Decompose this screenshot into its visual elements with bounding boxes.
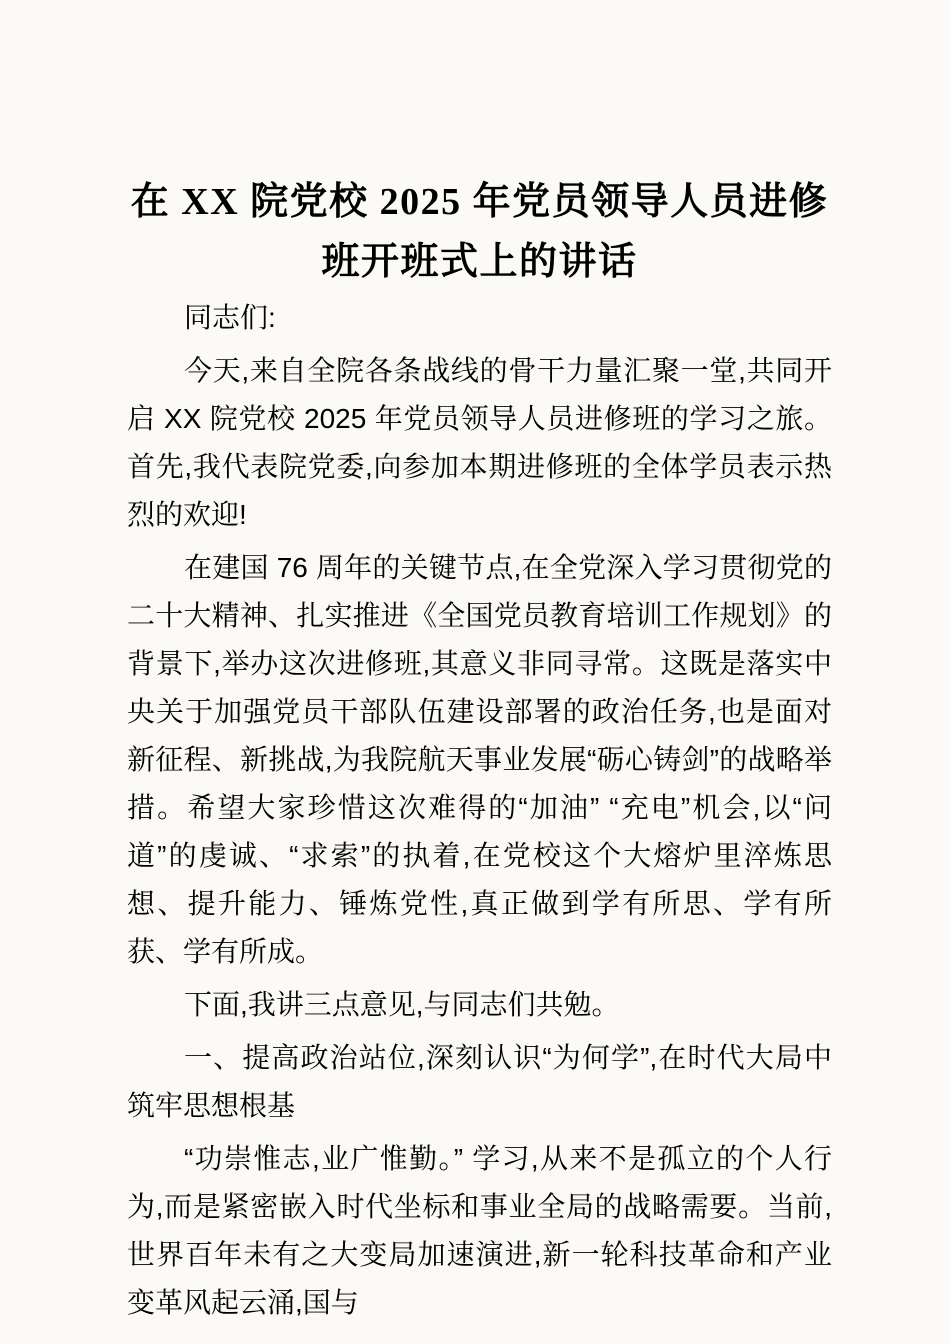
paragraph-transition: 下面,我讲三点意见,与同志们共勉。 xyxy=(184,989,620,1020)
paragraph-salutation: 同志们: xyxy=(184,302,276,333)
paragraph-opening-welcome: 今天,来自全院各条战线的骨干力量汇聚一堂,共同开启 XX 院党校 2025 年党员领导人员进修班的学习之旅。首先,我代表院党委,向参加本期进修班的全体学员表示热烈的欢迎! xyxy=(127,355,832,530)
section-heading-1: 一、提高政治站位,深刻认识“为何学”,在时代大局中筑牢思想根基 xyxy=(127,1042,832,1121)
paragraph-significance: 在建国 76 周年的关键节点,在全党深入学习贯彻党的二十大精神、扎实推进《全国党员教育培训工作规划》的背景下,举办这次进修班,其意义非同寻常。这既是落实中央关于加强党员干部队伍建设部署的政治任务,也是面对新征程、新挑战,为我院航天事业发展“砺心铸剑”的战略举措。希望大家珍惜这次难得的“加油” “充电”机会,以“问道”的虔诚、“求索”的执着,在党校这个大熔炉里淬炼思想、提升能力、锤炼党性,真正做到学有所思、学有所获、学有所成。 xyxy=(127,552,832,967)
document-title-line-1: 在 XX 院党校 2025 年党员领导人员进修 xyxy=(130,181,829,223)
paragraph-learning-context: “功崇惟志,业广惟勤。” 学习,从来不是孤立的个人行为,而是紧密嵌入时代坐标和事业全局的战略需要。当前,世界百年未有之大变局加速演进,新一轮科技革命和产业变革风起云涌,国与 xyxy=(127,1143,832,1318)
document-title xyxy=(127,172,832,292)
document-title-line-2: 班开班式上的讲话 xyxy=(321,241,638,283)
